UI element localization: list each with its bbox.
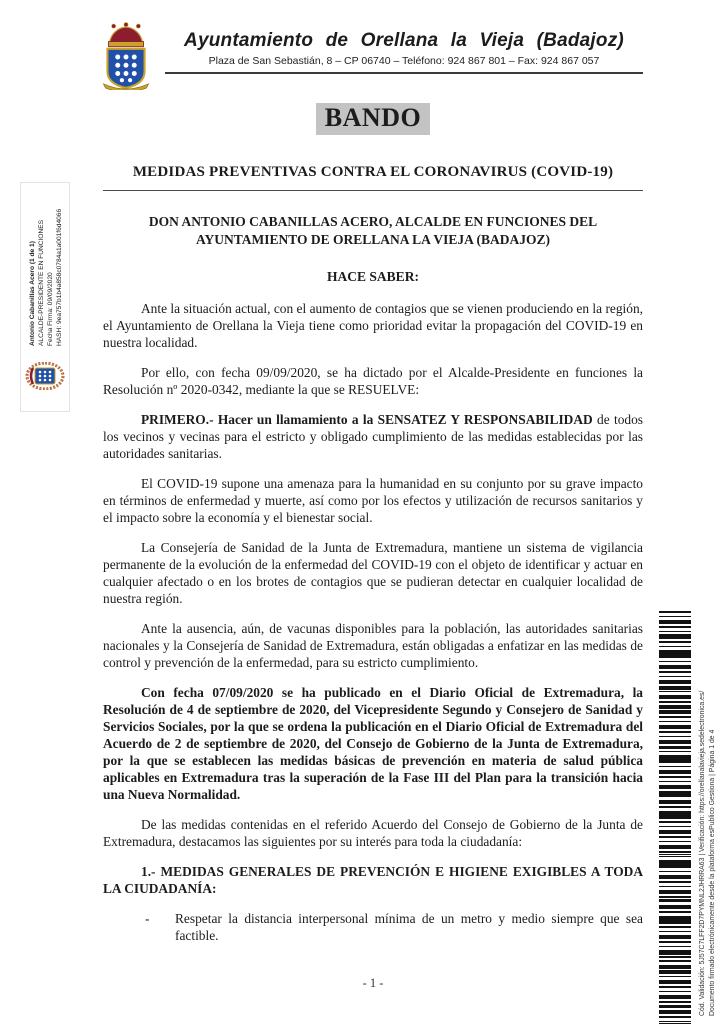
- letterhead: [95, 22, 643, 90]
- document-title: BANDO: [316, 103, 430, 135]
- list-item-text: Respetar la distancia interpersonal mínima de un metro y medio siempre que sea factible.: [175, 911, 643, 943]
- paragraph: Con fecha 07/09/2020 se ha publicado en el Diario Oficial de Extremadura, la Resolución de 4 de septiembre de 2020, del Vicepresidente Segundo y Consejero de Sanidad y Servicios Sociales, por la que se ordena la publicación en el Diario Oficial de Extremadura del Acuerdo de 2 de septiembre de 2020, del Consejo de Gobierno de la Junta de Extremadura, por la que se establecen las medidas básicas de prevención en materia de salud pública aplicables en Extremadura tras la superación de la Fase III del Plan para la transición hacia una Nueva Normalidad.: [103, 685, 643, 802]
- document-title-wrap: [103, 103, 643, 135]
- signature-hash: HASH: 9ea757b1b4a858c0784a1a001f6d4066: [56, 208, 64, 346]
- signer-name: Antonio Cabanillas Acero (1 de 1): [29, 241, 36, 346]
- signer-role: ALCALDE-PRESIDENTE EN FUNCIONES: [38, 219, 46, 346]
- issuer-statement: [103, 213, 643, 249]
- signed-platform-line: Documento firmado electrónicamente desde la plataforma esPublico Gestiona | Página 1 de 4: [709, 729, 717, 1016]
- list-bullet: -: [145, 911, 150, 926]
- paragraph: De las medidas contenidas en el referido Acuerdo del Consejo de Gobierno de la Junta de Extremadura, destacamos las siguientes por su interés para toda la ciudadanía:: [103, 817, 643, 849]
- paragraph: El COVID-19 supone una amenaza para la humanidad en su conjunto por su grave impacto en términos de enfermedad y muerte, así como por los efectos y utilización de recursos sanitarios y el impacto sobre la economía y el bienestar social.: [103, 476, 643, 525]
- issuer-line-1: DON ANTONIO CABANILLAS ACERO, ALCALDE EN FUNCIONES DEL: [148, 214, 598, 229]
- subject-heading: MEDIDAS PREVENTIVAS CONTRA EL CORONAVIRUS (COVID-19): [103, 164, 643, 191]
- organization-address: Plaza de San Sebastián, 8 – CP 06740 – Teléfono: 924 867 801 – Fax: 924 867 057: [165, 52, 643, 74]
- paragraph-lead: PRIMERO.- Hacer un llamamiento a la SENSATEZ Y RESPONSABILIDAD: [141, 412, 593, 427]
- page-number: - 1 -: [362, 976, 384, 990]
- signature-date: Fecha Firma: 09/09/2020: [47, 272, 55, 346]
- document-body: [103, 300, 643, 944]
- signature-sidebar: [28, 186, 64, 346]
- organization-title: Ayuntamiento de Orellana la Vieja (Badajoz): [184, 30, 624, 51]
- section-heading: 1.- MEDIDAS GENERALES DE PREVENCIÓN E HIGIENE EXIGIBLES A TODA LA CIUDADANÍA:: [103, 864, 643, 896]
- issuer-line-2: AYUNTAMIENTO DE ORELLANA LA VIEJA (BADAJOZ): [196, 232, 550, 247]
- salutation: HACE SABER:: [327, 269, 419, 284]
- validation-sidebar: [698, 610, 720, 1016]
- paragraph: PRIMERO.- Hacer un llamamiento a la SENSATEZ Y RESPONSABILIDAD de todos los vecinos y vecinas para el estricto y obligado cumplimiento de las medidas establecidas por las autoridades sanitarias.: [103, 412, 643, 461]
- validation-code-line: Cód. Validación: 5J57C7LFF2D7PYMNL2JHRRA63 | Verificación: https://orellanalavieja.sedelectronica.es/: [699, 690, 706, 1016]
- paragraph: Ante la ausencia, aún, de vacunas disponibles para la población, las autoridades sanitarias nacionales y la Consejería de Sanidad de Extremadura, están obligadas a enfatizar en las medidas de control y prevención de la enfermedad, para su estricto cumplimiento.: [103, 621, 643, 670]
- verification-barcode: [659, 611, 691, 1024]
- paragraph: Ante la situación actual, con el aumento de contagios que se vienen produciendo en la región, el Ayuntamiento de Orellana la Vieja tiene como prioridad evitar la propagación del COVID-19 en nuestra localidad.: [103, 301, 643, 350]
- paragraph: La Consejería de Sanidad de la Junta de Extremadura, mantiene un sistema de vigilancia permanente de la evolución de la enfermedad del COVID-19 con el objeto de identificar y actuar en cualquier afectado o en los brotes de contagios que se pudieran detectar en cualquier localidad de nuestra región.: [103, 540, 643, 606]
- stamp-coat-of-arms-icon: [24, 362, 66, 390]
- paragraph: Por ello, con fecha 09/09/2020, se ha dictado por el Alcalde-Presidente en funciones la Resolución nº 2020-0342, mediante la que se RESUELVE:: [103, 365, 643, 397]
- main-content: [103, 0, 643, 957]
- coat-of-arms-icon: [95, 22, 157, 90]
- letterhead-text: [165, 22, 643, 74]
- list-item: [103, 910, 643, 944]
